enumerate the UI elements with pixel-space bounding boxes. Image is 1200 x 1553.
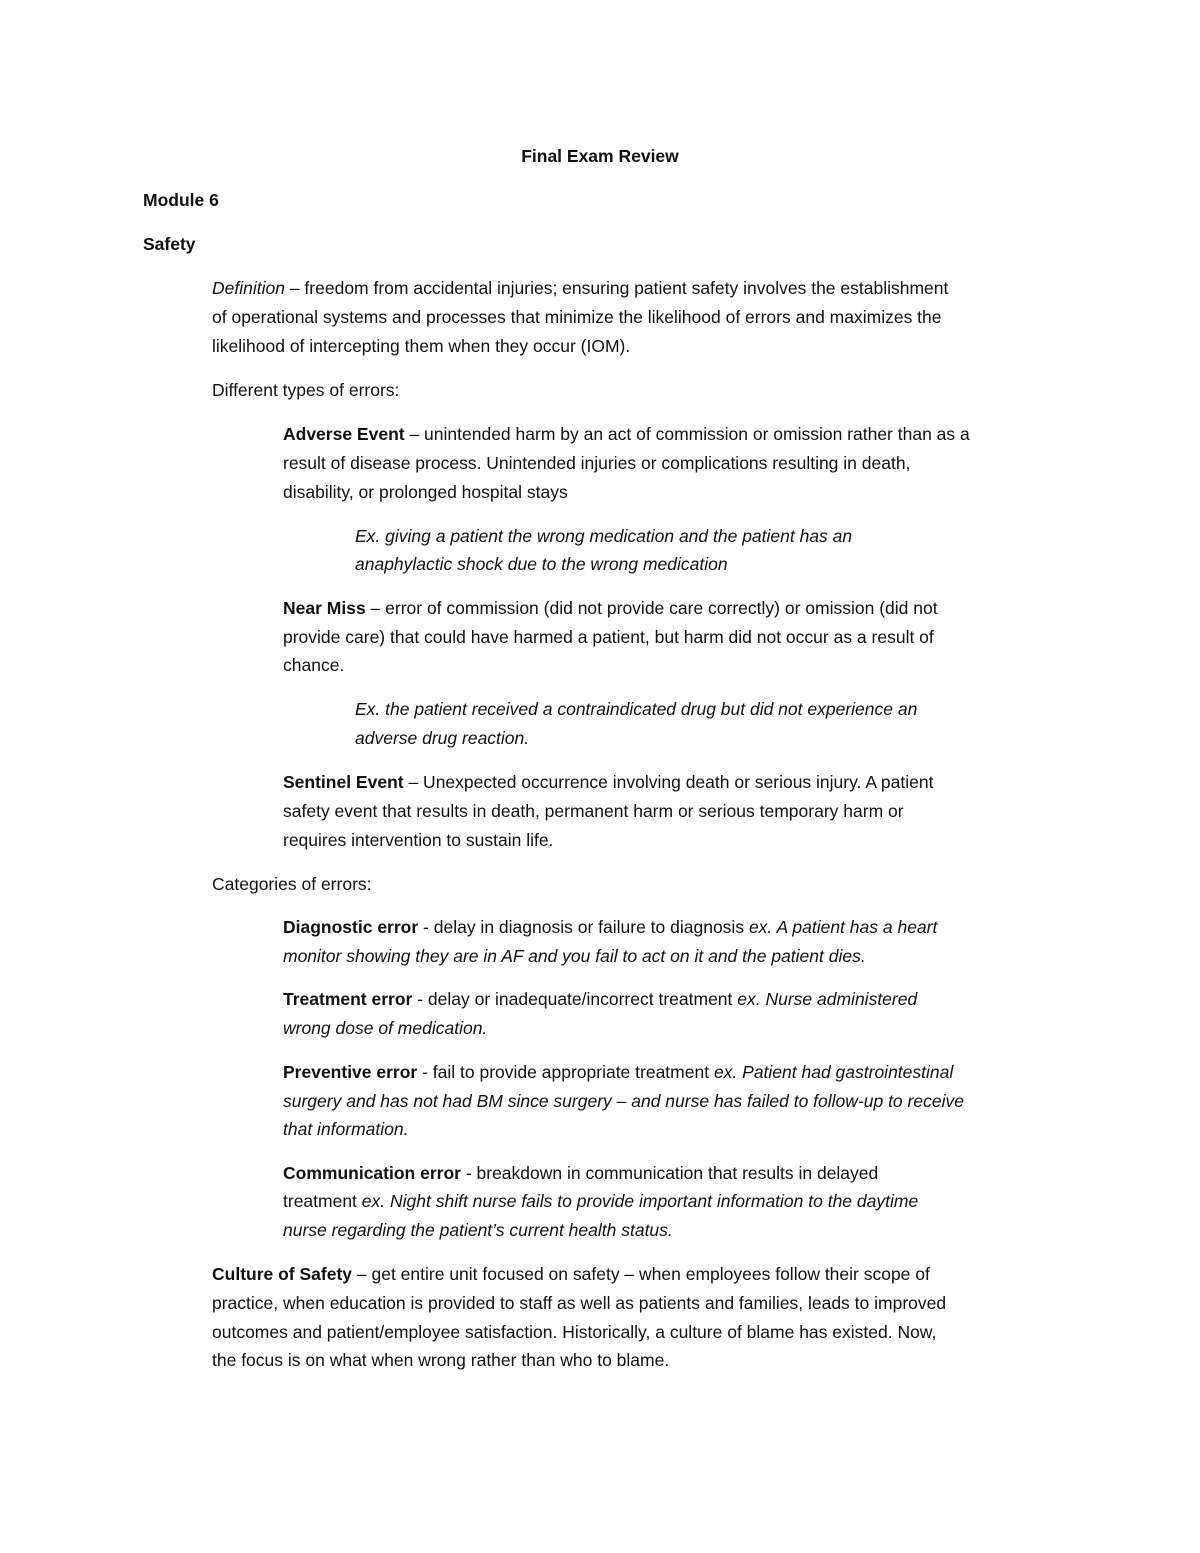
definition-term: Definition [212,278,285,298]
sentinel-event-term: Sentinel Event [283,772,404,792]
culture-of-safety-line-2: practice, when education is provided to staff as well as patients and families, leads to improved [212,1293,947,1313]
near-miss-line-3: chance. [283,655,345,675]
definition-line-1: Definition – freedom from accidental injuries; ensuring patient safety involves the establishment [212,278,949,298]
communication-error-line-2: treatment ex. Night shift nurse fails to provide important information to the daytime [283,1191,919,1211]
preventive-error-line-3: that information. [283,1119,409,1139]
communication-error-line-3: nurse regarding the patient’s current health status. [283,1220,673,1240]
adverse-event-line-3: disability, or prolonged hospital stays [283,482,568,502]
error-categories-heading: Categories of errors: [212,874,372,894]
culture-of-safety-line-1: Culture of Safety – get entire unit focused on safety – when employees follow their scope of [212,1264,930,1284]
adverse-event-example-2: anaphylactic shock due to the wrong medication [355,554,728,574]
culture-of-safety-term: Culture of Safety [212,1264,353,1284]
near-miss-example-2: adverse drug reaction. [355,728,530,748]
error-types-heading: Different types of errors: [212,380,400,400]
treatment-error-term: Treatment error [283,989,413,1009]
preventive-error-term: Preventive error [283,1062,418,1082]
document-title: Final Exam Review [521,146,679,166]
preventive-error-line-2: surgery and has not had BM since surgery – and nurse has failed to follow-up to receive [283,1091,964,1111]
definition-line-2: of operational systems and processes that minimize the likelihood of errors and maximizes the [212,307,942,327]
near-miss-term: Near Miss [283,598,366,618]
adverse-event-line-2: result of disease process. Unintended injuries or complications resulting in death, [283,453,911,473]
module-heading: Module 6 [143,190,219,210]
near-miss-example-1: Ex. the patient received a contraindicated drug but did not experience an [355,699,918,719]
diagnostic-error-line-1: Diagnostic error - delay in diagnosis or failure to diagnosis ex. A patient has a heart [283,917,938,937]
diagnostic-error-line-2: monitor showing they are in AF and you fail to act on it and the patient dies. [283,946,866,966]
near-miss-line-2: provide care) that could have harmed a patient, but harm did not occur as a result of [283,627,934,647]
definition-line-3: likelihood of intercepting them when they occur (IOM). [212,336,631,356]
sentinel-event-line-1: Sentinel Event – Unexpected occurrence involving death or serious injury. A patient [283,772,934,792]
adverse-event-term: Adverse Event [283,424,405,444]
adverse-event-example-1: Ex. giving a patient the wrong medication and the patient has an [355,526,853,546]
section-heading: Safety [143,234,196,254]
adverse-event-line-1: Adverse Event – unintended harm by an act of commission or omission rather than as a [283,424,970,444]
sentinel-event-line-2: safety event that results in death, permanent harm or serious temporary harm or [283,801,904,821]
preventive-error-line-1: Preventive error - fail to provide appropriate treatment ex. Patient had gastrointestinal [283,1062,954,1082]
communication-error-line-1: Communication error - breakdown in communication that results in delayed [283,1163,879,1183]
diagnostic-error-term: Diagnostic error [283,917,419,937]
culture-of-safety-line-3: outcomes and patient/employee satisfaction. Historically, a culture of blame has existed. Now, [212,1322,937,1342]
culture-of-safety-line-4: the focus is on what when wrong rather than who to blame. [212,1350,670,1370]
near-miss-line-1: Near Miss – error of commission (did not provide care correctly) or omission (did not [283,598,938,618]
treatment-error-line-2: wrong dose of medication. [283,1018,488,1038]
communication-error-term: Communication error [283,1163,461,1183]
treatment-error-line-1: Treatment error - delay or inadequate/incorrect treatment ex. Nurse administered [283,989,918,1009]
sentinel-event-line-3: requires intervention to sustain life. [283,830,554,850]
